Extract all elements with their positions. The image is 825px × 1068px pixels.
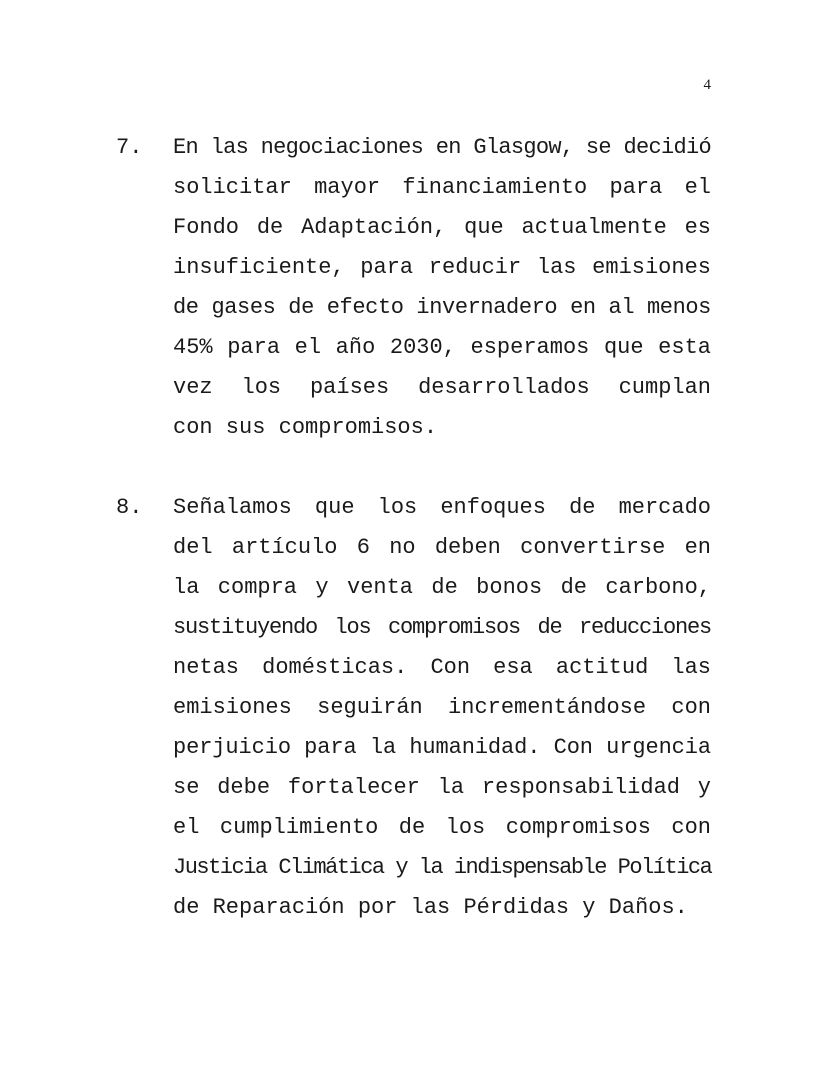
paragraph-line: de Reparación por las Pérdidas y Daños. — [173, 895, 688, 920]
paragraph-line: vez los países desarrollados cumplan — [173, 375, 711, 400]
paragraph-line: Señalamos que los enfoques de mercado — [173, 495, 711, 520]
paragraph-number: 7. — [116, 135, 143, 160]
paragraph-line: de gases de efecto invernadero en al menos — [173, 295, 711, 320]
page-number: 4 — [703, 77, 711, 93]
paragraph-text — [173, 128, 711, 448]
paragraph-line: el cumplimiento de los compromisos con — [173, 815, 711, 840]
paragraph-line: perjuicio para la humanidad. Con urgencia — [173, 735, 711, 760]
paragraph-line: la compra y venta de bonos de carbono, — [173, 575, 711, 600]
paragraph-line: emisiones seguirán incrementándose con — [173, 695, 711, 720]
paragraph-line: del artículo 6 no deben convertirse en — [173, 535, 711, 560]
paragraph-number: 8. — [116, 495, 143, 520]
paragraph-line: sustituyendo los compromisos de reducciones — [173, 615, 711, 640]
paragraph-line: se debe fortalecer la responsabilidad y — [173, 775, 711, 800]
paragraph-line: netas domésticas. Con esa actitud las — [173, 655, 711, 680]
paragraph-line: insuficiente, para reducir las emisiones — [173, 255, 711, 280]
paragraph-text — [173, 488, 711, 928]
paragraph-line: con sus compromisos. — [173, 415, 438, 440]
paragraph-line: solicitar mayor financiamiento para el — [173, 175, 711, 200]
paragraph-line: En las negociaciones en Glasgow, se decidió — [173, 135, 711, 160]
paragraph-line: Fondo de Adaptación, que actualmente es — [173, 215, 711, 240]
paragraph-line: 45% para el año 2030, esperamos que esta — [173, 335, 711, 360]
paragraph-line: Justicia Climática y la indispensable Política — [173, 855, 712, 880]
